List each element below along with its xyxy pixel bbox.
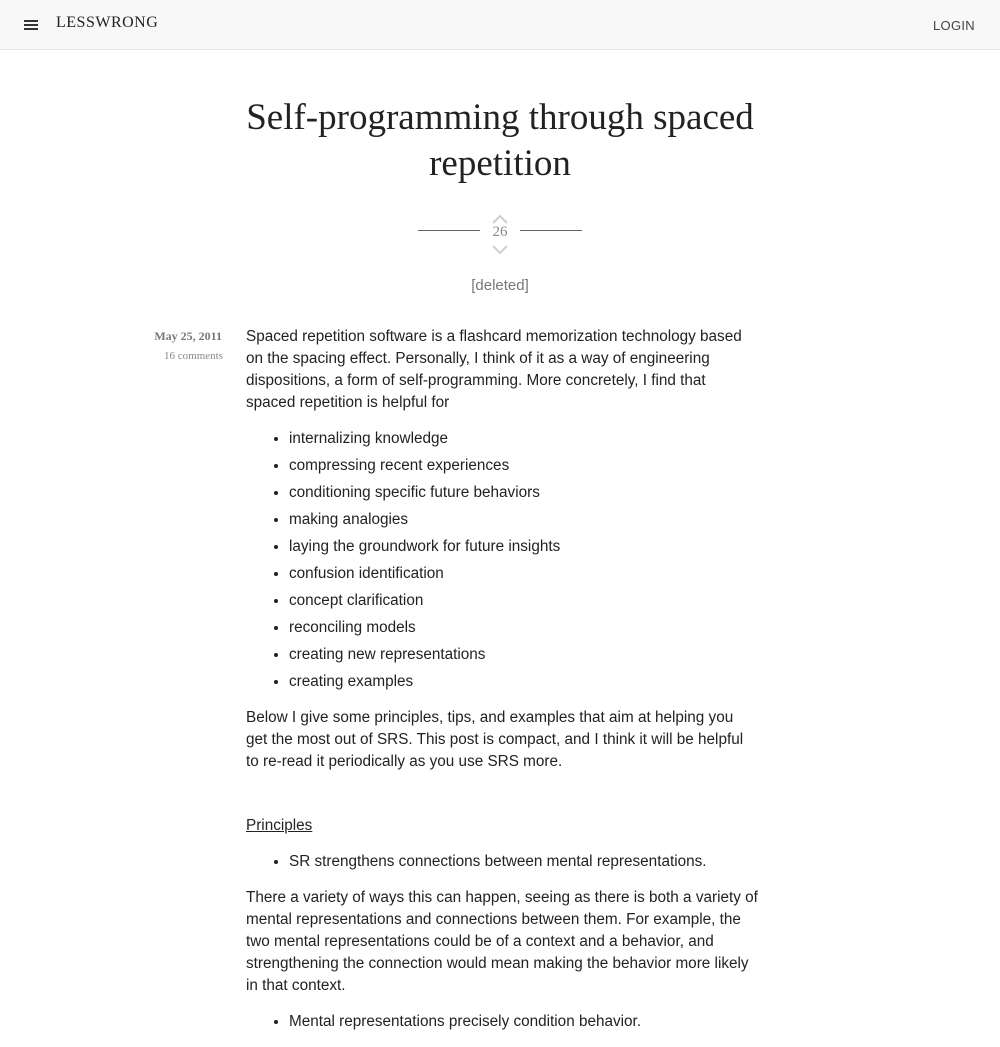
list-item: • concept clarification	[289, 590, 758, 612]
vote-score: 26	[492, 224, 508, 240]
list-item: • conditioning specific future behaviors	[289, 482, 758, 504]
login-button[interactable]: LOGIN	[933, 18, 975, 33]
list-item: • creating examples	[289, 671, 758, 693]
principle-list	[246, 1011, 758, 1033]
principle-paragraph: There a variety of ways this can happen, seeing as there is both a variety of mental representations and connections between them. For example, the two mental representations could be of a context and a behavior, and strengthening the connection would mean making the behavior more likely in that context.	[246, 889, 758, 994]
post-date: May 25, 2011	[154, 329, 222, 343]
upvote-chevron-icon[interactable]	[490, 212, 510, 224]
site-logo-link[interactable]: LESSWRONG	[56, 14, 159, 31]
list-item: • confusion identification	[289, 563, 758, 585]
list-item: • compressing recent experiences	[289, 455, 758, 477]
principle-list	[246, 851, 758, 873]
post-body	[246, 326, 758, 1047]
downvote-chevron-icon[interactable]	[490, 243, 510, 255]
below-paragraph: Below I give some principles, tips, and examples that aim at helping you get the most out of SRS. This post is compact, and I think it will be helpful to re-read it periodically as you use SRS more.	[246, 709, 744, 770]
hamburger-menu-icon[interactable]	[20, 14, 42, 36]
vote-divider-right	[520, 230, 582, 231]
post-author[interactable]: [deleted]	[471, 277, 529, 294]
helpful-for-list	[246, 428, 758, 693]
list-item: • laying the groundwork for future insights	[289, 536, 758, 558]
list-item: • making analogies	[289, 509, 758, 531]
principles-heading[interactable]: Principles	[246, 817, 313, 834]
list-item: • SR strengthens connections between mental representations.	[289, 851, 758, 873]
vote-divider-left	[418, 230, 480, 231]
intro-paragraph: Spaced repetition software is a flashcard memorization technology based on the spacing effect. Personally, I think of it as a way of engineering dispositions, a form of self-programming. More concretely, I find that spaced repetition is helpful for	[246, 328, 742, 411]
top-navigation-bar	[0, 0, 1000, 50]
list-item: • internalizing knowledge	[289, 428, 758, 450]
list-item: • Mental representations precisely condition behavior.	[289, 1011, 758, 1033]
comments-count-link[interactable]: 16 comments	[164, 350, 223, 362]
list-item: • creating new representations	[289, 644, 758, 666]
list-item: • reconciling models	[289, 617, 758, 639]
post-title: Self-programming through spaced repetition	[246, 97, 754, 184]
